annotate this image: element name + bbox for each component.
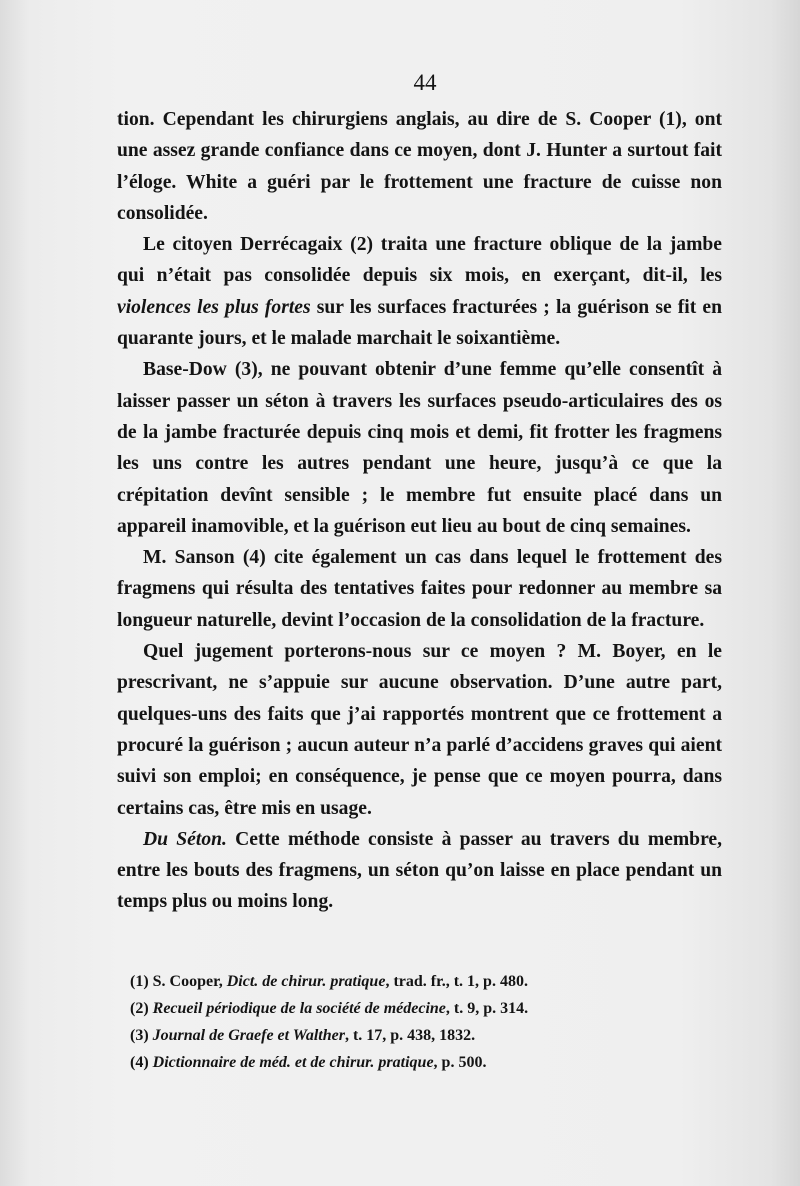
footnote-text: (1) S. Cooper, [130, 973, 227, 990]
text-run: Base-Dow (3), ne pouvant obtenir d’une femme qu’elle consentît à laisser passer un séton à travers les surfaces pseudo-articulaires des os de la jambe fracturée depuis cinq mois et demi, fit frotter les fragmens les uns contre les autres pendant une heure, jusqu’à ce que la crépitation devînt sensible ; le membre fut ensuite placé dans un appareil inamovible, et la guérison eut lieu au bout de cinq semaines. [117, 359, 722, 537]
footnote-text: , t. 9, p. 314. [445, 1000, 529, 1017]
paragraph [117, 824, 722, 918]
section-heading: Du Séton. [143, 828, 227, 850]
text-run: sur les surfaces fracturées ; la guérison se fit en quarante jours, et le malade marchait le soixantième. [117, 296, 722, 350]
footnote-title: Dict. de chirur. pratique [226, 973, 386, 990]
footnote-text: , p. 500. [433, 1054, 487, 1071]
text-run: Cette méthode consiste à passer au travers du membre, entre les bouts des fragmens, un séton qu’on laisse en place pendant un temps plus ou moins long. [117, 828, 723, 913]
italic-text-run: violences les plus fortes [117, 296, 311, 318]
footnote-title: Recueil périodique de la société de médecine [152, 1000, 446, 1017]
body-text [117, 104, 722, 918]
footnote [130, 1049, 730, 1076]
paragraph [117, 542, 722, 636]
page-number: 44 [413, 70, 437, 95]
text-run: M. Sanson (4) cite également un cas dans lequel le frottement des fragmens qui résulta des tentatives faites pour redonner au membre sa longueur naturelle, devint l’occasion de la consolidation de la fracture. [117, 547, 722, 631]
footnote-text: (2) [130, 1000, 153, 1017]
text-run: Quel jugement porterons-nous sur ce moyen ? M. Boyer, en le prescrivant, ne s’appuie sur aucune observation. D’une autre part, quelques-uns des faits que j’ai rapportés montrent que ce frottement a procuré la guérison ; aucun auteur n’a parlé d’accidens graves qui aient suivi son emploi; en conséquence, je pense que ce moyen pourra, dans certains cas, être mis en usage. [117, 641, 722, 819]
footnote [130, 968, 730, 995]
footnote [130, 995, 730, 1022]
paragraph [117, 636, 722, 824]
footnote-text: (4) [130, 1054, 153, 1071]
footnote-text: , trad. fr., t. 1, p. 480. [385, 973, 528, 990]
footnote [130, 1022, 730, 1049]
footnote-title: Dictionnaire de méd. et de chirur. pratique [152, 1054, 434, 1071]
paragraph [117, 354, 722, 542]
footnotes [130, 968, 730, 1076]
footnote-title: Journal de Graefe et Walther [152, 1027, 345, 1044]
paragraph [117, 229, 722, 354]
text-run: tion. Cependant les chirurgiens anglais, au dire de S. Cooper (1), ont une assez grande confiance dans ce moyen, dont J. Hunter a surtout fait l’éloge. White a guéri par le frottement une fracture de cuisse non consolidée. [117, 109, 722, 224]
footnote-text: , t. 17, p. 438, 1832. [344, 1027, 476, 1044]
footnote-text: (3) [130, 1027, 153, 1044]
text-run: Le citoyen Derrécagaix (2) traita une fracture oblique de la jambe qui n’était pas consolidée depuis six mois, en exerçant, dit-il, les [117, 234, 722, 287]
paragraph [117, 104, 722, 229]
